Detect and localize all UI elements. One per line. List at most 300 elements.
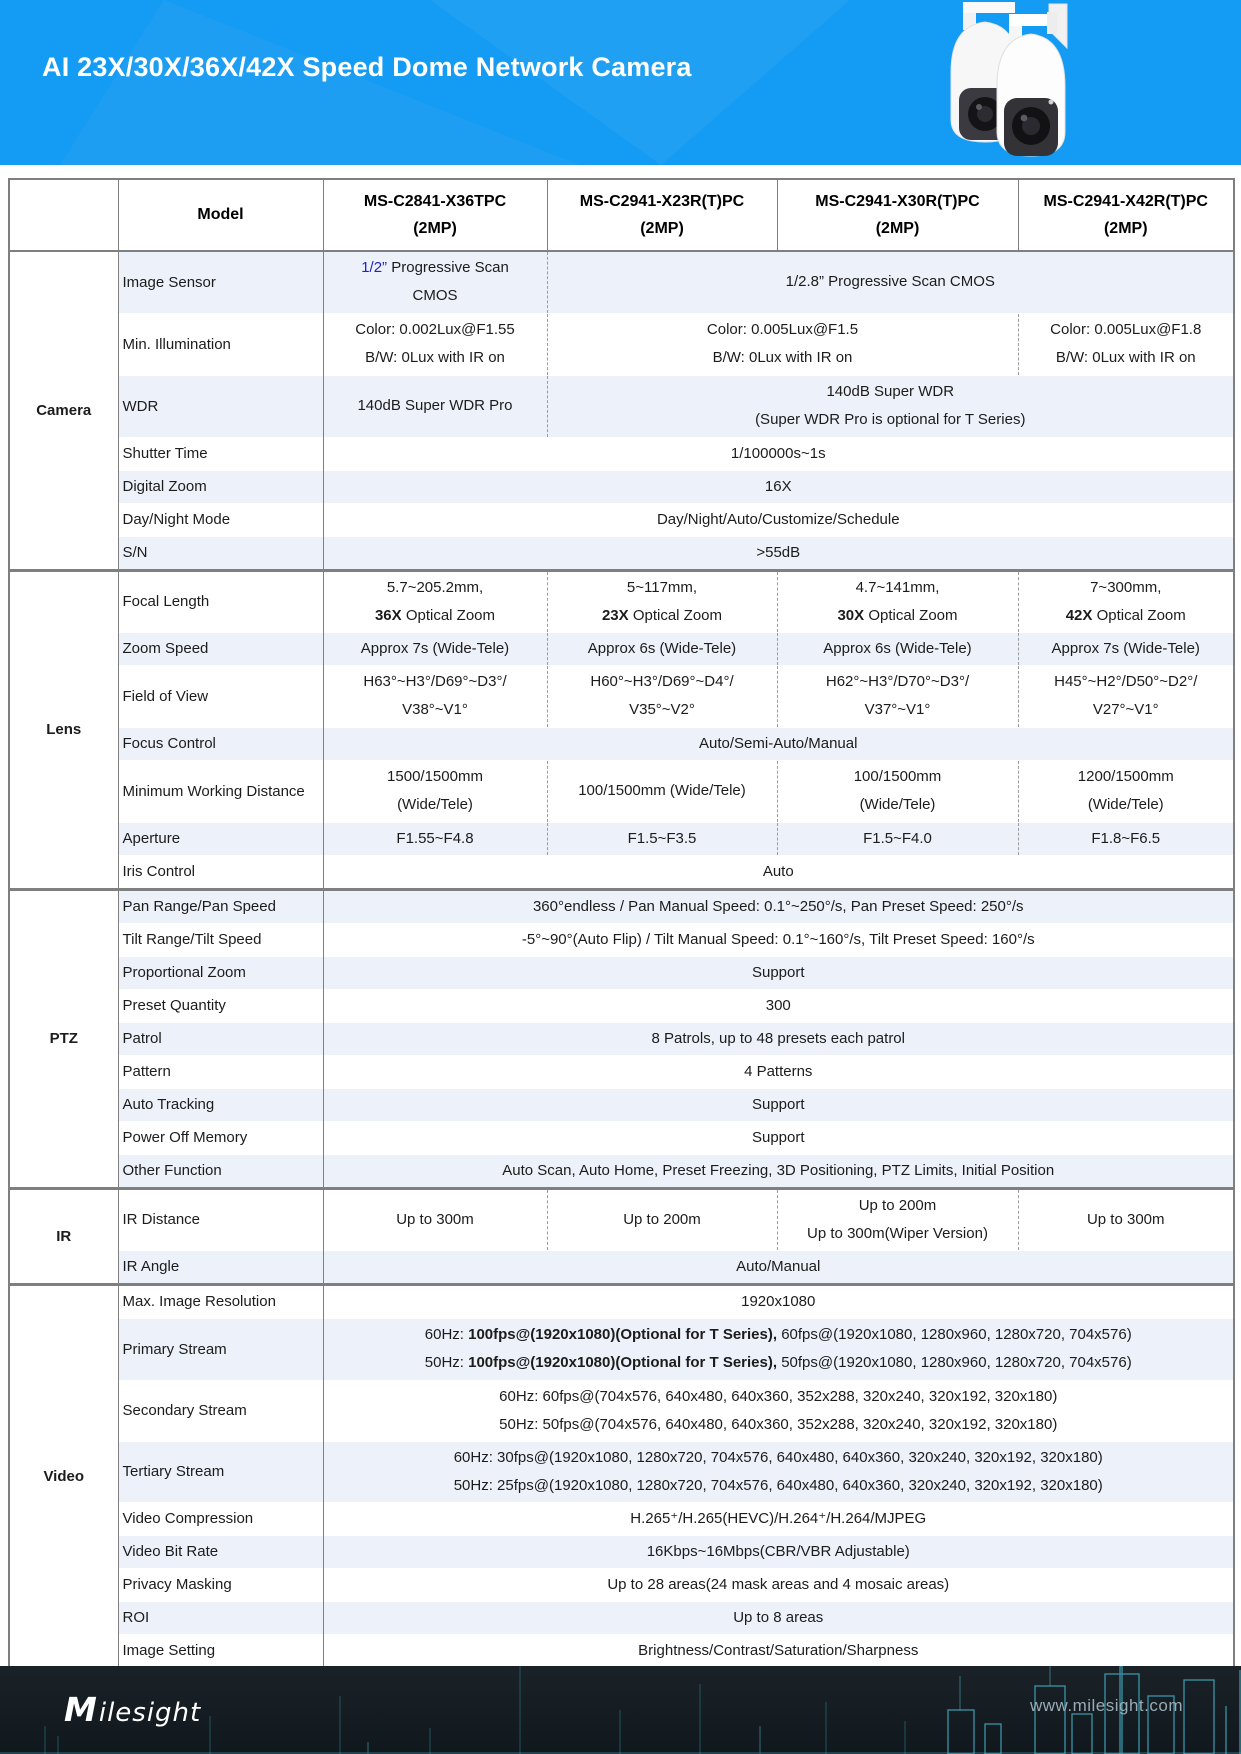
spec-value-cell — [777, 665, 1018, 727]
spec-value-line — [552, 777, 773, 805]
spec-value-segment: Auto/Manual — [736, 1257, 821, 1275]
spec-value-cell — [777, 822, 1018, 855]
spec-name: Focal Length — [118, 570, 323, 632]
model-header-row — [9, 179, 1234, 251]
spec-value-line — [328, 1157, 1230, 1185]
spec-name: Privacy Masking — [118, 1568, 323, 1601]
spec-value-line — [328, 1472, 1230, 1500]
spec-value-line — [328, 392, 543, 420]
spec-value-line — [782, 791, 1014, 819]
speed-dome-camera-photo — [921, 2, 1071, 165]
spec-value-segment: (Wide/Tele) — [1087, 796, 1164, 813]
spec-value-segment: V37°~V1° — [864, 701, 931, 718]
spec-value-cell — [1018, 1188, 1234, 1250]
spec-value-line — [328, 1505, 1230, 1533]
spec-value-line — [328, 992, 1230, 1020]
spec-value-line — [328, 1571, 1230, 1599]
spec-value-line — [782, 602, 1014, 630]
table-row — [9, 632, 1234, 665]
spec-value-line — [552, 696, 773, 724]
spec-value-line — [328, 730, 1230, 758]
spec-name: Preset Quantity — [118, 989, 323, 1022]
spec-value-line — [552, 574, 773, 602]
spec-value-line — [1023, 602, 1230, 630]
spec-value-segment: V38°~V1° — [402, 701, 468, 718]
spec-value-line — [328, 635, 543, 663]
spec-value-segment: H62°~H3°/D70°~D3°/ — [825, 673, 970, 690]
spec-value-cell — [547, 251, 1234, 313]
spec-value-line — [552, 825, 773, 853]
spec-value-segment: Progressive Scan — [387, 259, 509, 277]
spec-value-cell — [547, 760, 777, 822]
table-row — [9, 889, 1234, 923]
spec-value-segment: >55dB — [756, 543, 801, 561]
spec-value-line — [328, 602, 543, 630]
section-label: PTZ — [9, 889, 118, 1188]
spec-value-segment: Optical Zoom — [401, 606, 496, 624]
spec-value-line — [328, 926, 1230, 954]
spec-value-cell — [547, 632, 777, 665]
spec-name: WDR — [118, 375, 323, 437]
spec-name: Pattern — [118, 1055, 323, 1088]
spec-value-line — [328, 316, 543, 344]
model-name-line: MS-C2941-X23R(T)PC — [579, 193, 745, 210]
model-name-cell — [1018, 179, 1234, 251]
footer — [0, 1666, 1241, 1754]
logo-m: M — [64, 1690, 98, 1729]
table-row — [9, 1441, 1234, 1502]
spec-value-segment: 60Hz: 60fps@(704x576, 640x480, 640x360, 352x288, 320x240, 320x192, 320x180) — [499, 1387, 1058, 1405]
spec-value-line — [1023, 574, 1230, 602]
spec-value-cell — [323, 989, 1234, 1022]
spec-value-segment: F1.55~F4.8 — [396, 829, 474, 847]
spec-value-segment: Color: 0.005Lux@F1.5 — [706, 321, 859, 338]
spec-name: Image Setting — [118, 1634, 323, 1668]
spec-value-line — [1023, 668, 1230, 696]
spec-value-cell — [323, 1250, 1234, 1284]
spec-value-cell — [323, 1634, 1234, 1668]
table-row — [9, 1502, 1234, 1535]
spec-value-cell — [547, 313, 1018, 375]
spec-value-cell — [323, 1121, 1234, 1154]
table-row — [9, 1568, 1234, 1601]
table-row — [9, 665, 1234, 727]
spec-value-segment: CMOS — [412, 287, 458, 305]
spec-name: Iris Control — [118, 855, 323, 889]
spec-name: Auto Tracking — [118, 1088, 323, 1121]
spec-value-segment: 140dB Super WDR — [826, 383, 955, 400]
website-url: www.milesight.com — [1029, 1696, 1183, 1715]
spec-value-cell — [323, 570, 547, 632]
spec-name: Minimum Working Distance — [118, 760, 323, 822]
spec-value-cell — [1018, 665, 1234, 727]
table-row — [9, 1022, 1234, 1055]
table-row — [9, 1318, 1234, 1380]
spec-value-cell — [547, 1188, 777, 1250]
spec-value-line — [328, 282, 543, 310]
spec-value-segment: 100/1500mm (Wide/Tele) — [578, 782, 746, 799]
spec-value-line — [782, 825, 1014, 853]
spec-value-line — [552, 316, 1014, 344]
spec-value-cell — [1018, 570, 1234, 632]
spec-value-line — [328, 440, 1230, 468]
spec-value-cell — [777, 632, 1018, 665]
spec-value-line — [782, 574, 1014, 602]
spec-value-cell — [323, 1055, 1234, 1088]
spec-value-segment: 8 Patrols, up to 48 presets each patrol — [651, 1029, 905, 1047]
spec-name: Day/Night Mode — [118, 503, 323, 536]
spec-value-line — [328, 668, 543, 696]
spec-value-cell — [777, 760, 1018, 822]
spec-value-line — [782, 1192, 1014, 1220]
spec-value-cell — [323, 1088, 1234, 1121]
spec-value-segment: 100fps@(1920x1080)(Optional for T Series), — [468, 1354, 782, 1371]
spec-value-segment: Color: 0.002Lux@F1.55 — [355, 321, 515, 338]
spec-name: Max. Image Resolution — [118, 1284, 323, 1318]
spec-value-line — [328, 1411, 1230, 1439]
spec-value-cell — [323, 1380, 1234, 1441]
spec-value-line — [552, 1206, 773, 1234]
table-row — [9, 375, 1234, 437]
spec-name: Proportional Zoom — [118, 956, 323, 989]
spec-value-line — [328, 473, 1230, 501]
spec-value-cell — [323, 1284, 1234, 1318]
spec-value-segment: 5~117mm, — [626, 578, 698, 596]
page-title: AI 23X/30X/36X/42X Speed Dome Network Camera — [42, 52, 692, 82]
spec-value-segment: B/W: 0Lux with IR on — [712, 349, 853, 366]
spec-value-cell — [323, 632, 547, 665]
model-name-line: MS-C2841-X36TPC — [363, 193, 507, 210]
spec-value-line — [782, 763, 1014, 791]
spec-name: Video Compression — [118, 1502, 323, 1535]
spec-value-line — [328, 1206, 543, 1234]
spec-value-line — [328, 344, 543, 372]
spec-value-line — [328, 539, 1230, 567]
table-row — [9, 570, 1234, 632]
model-name-line: MS-C2941-X42R(T)PC — [1043, 193, 1208, 210]
spec-value-line — [328, 1091, 1230, 1119]
spec-value-segment: 23X — [601, 606, 629, 624]
table-row — [9, 1380, 1234, 1441]
spec-value-segment: 300 — [765, 996, 791, 1014]
spec-value-segment: 16Kbps~16Mbps(CBR/VBR Adjustable) — [646, 1542, 910, 1560]
spec-value-segment: Brightness/Contrast/Saturation/Sharpness — [638, 1641, 919, 1659]
spec-value-cell — [323, 313, 547, 375]
spec-name: Video Bit Rate — [118, 1535, 323, 1568]
spec-value-line — [1023, 344, 1230, 372]
spec-value-line — [1023, 825, 1230, 853]
spec-value-line — [782, 696, 1014, 724]
spec-value-line — [328, 763, 543, 791]
table-row — [9, 989, 1234, 1022]
spec-value-line — [1023, 1206, 1230, 1234]
section-label: IR — [9, 1188, 118, 1284]
table-row — [9, 1284, 1234, 1318]
spec-value-segment: (Super WDR Pro is optional for T Series) — [755, 411, 1026, 428]
model-name-cell — [547, 179, 777, 251]
spec-value-segment: B/W: 0Lux with IR on — [365, 349, 505, 366]
spec-value-segment: Approx 7s (Wide-Tele) — [360, 639, 510, 657]
spec-name: Aperture — [118, 822, 323, 855]
spec-value-segment: Day/Night/Auto/Customize/Schedule — [656, 510, 900, 528]
spec-value-segment: Optical Zoom — [628, 606, 723, 624]
spec-value-segment: 4 Patterns — [744, 1062, 813, 1080]
spec-name: Image Sensor — [118, 251, 323, 313]
spec-value-line — [328, 1604, 1230, 1632]
spec-value-segment: 4.7~141mm, — [855, 578, 940, 596]
table-row — [9, 1601, 1234, 1634]
spec-value-cell — [323, 251, 547, 313]
spec-value-cell — [547, 375, 1234, 437]
table-row — [9, 536, 1234, 570]
spec-name: ROI — [118, 1601, 323, 1634]
spec-value-segment: H.265⁺/H.265(HEVC)/H.264⁺/H.264/MJPEG — [630, 1509, 927, 1527]
spec-value-segment: F1.5~F4.0 — [863, 829, 932, 847]
banner — [0, 0, 1241, 165]
spec-value-line — [328, 1321, 1230, 1349]
section-label: Lens — [9, 570, 118, 889]
spec-value-cell — [323, 665, 547, 727]
spec-value-line — [782, 635, 1014, 663]
spec-value-line — [1023, 696, 1230, 724]
spec-value-segment: Auto — [762, 862, 794, 880]
spec-table — [8, 178, 1235, 1669]
spec-value-segment: H45°~H2°/D50°~D2°/ — [1054, 673, 1198, 690]
spec-value-cell — [323, 1535, 1234, 1568]
table-row — [9, 1088, 1234, 1121]
model-name-line: MS-C2941-X30R(T)PC — [815, 193, 980, 210]
spec-value-line — [328, 1383, 1230, 1411]
table-row — [9, 822, 1234, 855]
spec-value-segment: 60fps@(1920x1080, 1280x960, 1280x720, 704x576) — [781, 1326, 1132, 1343]
model-name-line: (2MP) — [1103, 220, 1148, 237]
table-row — [9, 727, 1234, 760]
spec-value-segment: H60°~H3°/D69°~D4°/ — [590, 673, 734, 690]
spec-value-segment: Support — [751, 1095, 805, 1113]
table-row — [9, 1250, 1234, 1284]
spec-name: Patrol — [118, 1022, 323, 1055]
spec-name: Min. Illumination — [118, 313, 323, 375]
spec-name: Power Off Memory — [118, 1121, 323, 1154]
spec-value-cell — [323, 1154, 1234, 1188]
spec-name: Tilt Range/Tilt Speed — [118, 923, 323, 956]
spec-value-cell — [777, 1188, 1018, 1250]
spec-value-segment: Support — [751, 963, 805, 981]
spec-value-line — [328, 893, 1230, 921]
spec-value-line — [328, 1124, 1230, 1152]
spec-value-line — [328, 825, 543, 853]
table-row — [9, 1154, 1234, 1188]
table-corner-cell — [9, 179, 118, 251]
spec-value-segment: F1.8~F6.5 — [1091, 829, 1161, 847]
spec-value-segment: 50Hz: 50fps@(704x576, 640x480, 640x360, 352x288, 320x240, 320x192, 320x180) — [499, 1415, 1058, 1433]
spec-value-cell — [547, 570, 777, 632]
spec-value-segment: H63°~H3°/D69°~D3°/ — [363, 673, 507, 690]
model-name-cell — [323, 179, 547, 251]
model-name-line: (2MP) — [875, 220, 920, 237]
spec-value-segment: 50fps@(1920x1080, 1280x960, 1280x720, 704x576) — [781, 1354, 1132, 1371]
spec-value-line — [328, 1288, 1230, 1316]
spec-value-segment: Approx 6s (Wide-Tele) — [587, 639, 737, 657]
spec-value-segment: Up to 28 areas(24 mask areas and 4 mosaic areas) — [607, 1575, 950, 1593]
spec-value-segment: 7~300mm, — [1090, 578, 1162, 596]
spec-value-segment: 1/2” — [361, 259, 388, 277]
spec-name: IR Distance — [118, 1188, 323, 1250]
spec-value-line — [328, 1025, 1230, 1053]
model-column-label: Model — [118, 179, 323, 251]
spec-value-cell — [323, 1318, 1234, 1380]
spec-value-segment: 100fps@(1920x1080)(Optional for T Series), — [468, 1326, 782, 1343]
spec-value-cell — [323, 956, 1234, 989]
spec-value-line — [328, 254, 543, 282]
spec-name: Field of View — [118, 665, 323, 727]
spec-name: Secondary Stream — [118, 1380, 323, 1441]
spec-name: Digital Zoom — [118, 470, 323, 503]
spec-value-line — [1023, 316, 1230, 344]
table-row — [9, 855, 1234, 889]
model-name-line: (2MP) — [640, 220, 684, 237]
spec-name: IR Angle — [118, 1250, 323, 1284]
spec-value-segment: 60Hz: — [424, 1326, 469, 1343]
spec-value-cell — [1018, 822, 1234, 855]
spec-value-segment: 5.7~205.2mm, — [386, 578, 484, 596]
spec-value-segment: 360°endless / Pan Manual Speed: 0.1°~250°/s, Pan Preset Speed: 250°/s — [532, 897, 1024, 915]
table-row — [9, 251, 1234, 313]
spec-value-segment: Optical Zoom — [1092, 606, 1186, 624]
spec-value-line — [782, 1220, 1014, 1248]
spec-value-line — [328, 1538, 1230, 1566]
table-row — [9, 760, 1234, 822]
spec-value-segment: 60Hz: 30fps@(1920x1080, 1280x720, 704x576, 640x480, 640x360, 320x240, 320x192, 320x180) — [453, 1448, 1103, 1466]
spec-value-segment: 140dB Super WDR Pro — [357, 397, 513, 414]
spec-value-cell — [547, 822, 777, 855]
spec-value-segment: V35°~V2° — [629, 701, 695, 718]
spec-value-cell — [323, 822, 547, 855]
spec-value-line — [1023, 791, 1230, 819]
table-row — [9, 1055, 1234, 1088]
spec-name: Zoom Speed — [118, 632, 323, 665]
spec-value-line — [328, 1444, 1230, 1472]
spec-value-line — [328, 574, 543, 602]
spec-value-segment: V27°~V1° — [1092, 701, 1159, 718]
spec-value-cell — [323, 889, 1234, 923]
spec-value-line — [552, 268, 1230, 296]
spec-name: Tertiary Stream — [118, 1441, 323, 1502]
table-row — [9, 503, 1234, 536]
table-row — [9, 956, 1234, 989]
spec-value-cell — [323, 503, 1234, 536]
spec-value-segment: Up to 200m — [623, 1210, 701, 1228]
spec-value-segment: 42X — [1065, 606, 1093, 624]
section-label: Camera — [9, 251, 118, 570]
spec-value-line — [1023, 635, 1230, 663]
spec-value-cell — [323, 855, 1234, 889]
spec-value-cell — [777, 570, 1018, 632]
spec-value-line — [328, 858, 1230, 886]
milesight-logo — [64, 1690, 201, 1729]
spec-value-line — [552, 668, 773, 696]
spec-name: Other Function — [118, 1154, 323, 1188]
spec-name: S/N — [118, 536, 323, 570]
spec-value-cell — [323, 470, 1234, 503]
spec-value-segment: 50Hz: 25fps@(1920x1080, 1280x720, 704x576, 640x480, 640x360, 320x240, 320x192, 320x180) — [453, 1476, 1103, 1494]
spec-value-line — [552, 602, 773, 630]
spec-value-segment: Up to 300m — [1086, 1210, 1165, 1228]
spec-name: Shutter Time — [118, 437, 323, 470]
spec-value-line — [328, 1349, 1230, 1377]
spec-value-segment: Up to 8 areas — [733, 1608, 824, 1626]
spec-value-line — [552, 635, 773, 663]
spec-value-segment: 36X — [374, 606, 402, 624]
spec-value-cell — [323, 1441, 1234, 1502]
spec-value-cell — [1018, 632, 1234, 665]
spec-value-cell — [1018, 760, 1234, 822]
spec-value-cell — [323, 536, 1234, 570]
spec-value-segment: 16X — [764, 477, 792, 495]
spec-value-segment: Color: 0.005Lux@F1.8 — [1050, 321, 1202, 338]
spec-value-cell — [323, 760, 547, 822]
spec-value-segment: 1/100000s~1s — [730, 444, 826, 462]
spec-value-segment: B/W: 0Lux with IR on — [1055, 349, 1196, 366]
spec-value-segment: 100/1500mm — [853, 768, 942, 785]
table-row — [9, 313, 1234, 375]
table-row — [9, 923, 1234, 956]
spec-value-segment: Approx 6s (Wide-Tele) — [823, 639, 972, 657]
spec-value-segment: 50Hz: — [424, 1354, 469, 1371]
spec-value-cell — [1018, 313, 1234, 375]
spec-value-line — [328, 506, 1230, 534]
spec-value-cell — [323, 1022, 1234, 1055]
spec-value-segment: Support — [751, 1128, 805, 1146]
table-row — [9, 1535, 1234, 1568]
spec-value-cell — [547, 665, 777, 727]
logo-text: ilesight — [98, 1698, 202, 1728]
table-row — [9, 1634, 1234, 1668]
spec-value-line — [328, 791, 543, 819]
section-label: Video — [9, 1284, 118, 1668]
spec-value-cell — [323, 375, 547, 437]
model-name-cell — [777, 179, 1018, 251]
spec-value-segment: Optical Zoom — [864, 606, 958, 624]
spec-value-line — [552, 406, 1230, 434]
table-row — [9, 1188, 1234, 1250]
spec-value-segment: 1200/1500mm — [1077, 768, 1174, 785]
spec-name: Focus Control — [118, 727, 323, 760]
spec-value-line — [328, 959, 1230, 987]
spec-value-line — [552, 344, 1014, 372]
table-row — [9, 470, 1234, 503]
spec-value-cell — [323, 1502, 1234, 1535]
spec-value-cell — [323, 1188, 547, 1250]
spec-value-segment: Up to 300m(Wiper Version) — [807, 1224, 988, 1242]
spec-name: Pan Range/Pan Speed — [118, 889, 323, 923]
spec-value-line — [328, 1253, 1230, 1281]
spec-value-line — [328, 1637, 1230, 1665]
spec-value-cell — [323, 1601, 1234, 1634]
spec-value-segment: (Wide/Tele) — [397, 796, 473, 813]
spec-value-line — [552, 378, 1230, 406]
spec-value-cell — [323, 923, 1234, 956]
spec-value-line — [782, 668, 1014, 696]
spec-value-cell — [323, 437, 1234, 470]
spec-value-segment: Approx 7s (Wide-Tele) — [1051, 639, 1200, 657]
spec-name: Primary Stream — [118, 1318, 323, 1380]
spec-table-container — [8, 178, 1235, 1669]
spec-value-segment: Up to 300m — [396, 1210, 474, 1228]
spec-value-line — [328, 1058, 1230, 1086]
spec-value-segment: 1/2.8” Progressive Scan CMOS — [785, 273, 995, 291]
spec-value-segment: Auto Scan, Auto Home, Preset Freezing, 3D Positioning, PTZ Limits, Initial Position — [502, 1161, 1055, 1179]
